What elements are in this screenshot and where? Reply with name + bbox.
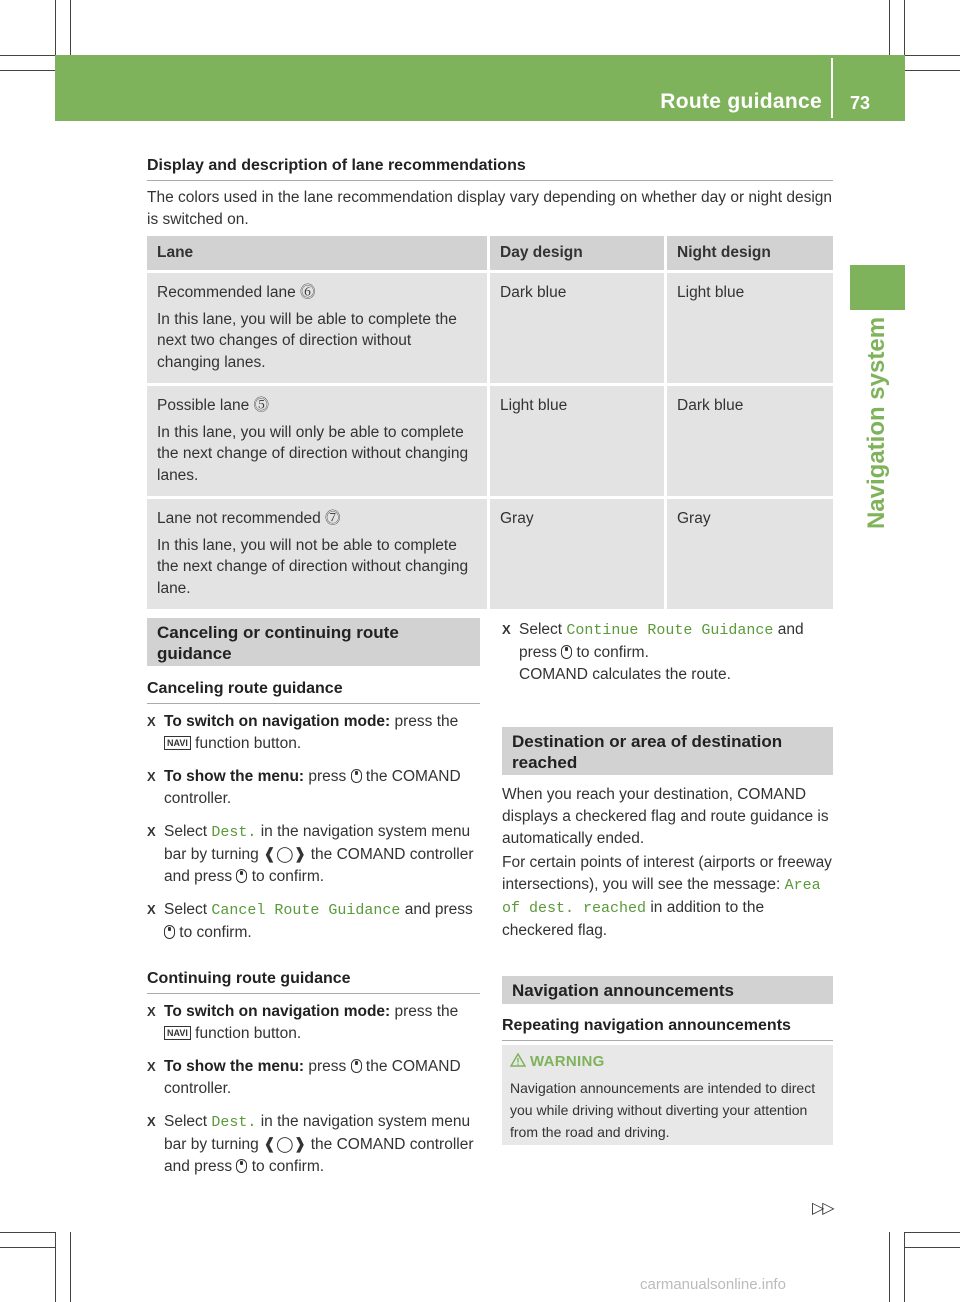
page-number: 73 xyxy=(850,93,871,113)
crop-mark xyxy=(0,1247,55,1248)
press-controller-icon xyxy=(351,1059,362,1073)
night-cell: Dark blue xyxy=(667,386,833,496)
warning-text: Navigation announcements are intended to direct you while driving without diverting your attention from the road and driving. xyxy=(510,1080,816,1140)
intro-text: The colors used in the lane recommendation display vary depending on whether day or night design is switched on. xyxy=(147,189,833,228)
section-title: Display and description of lane recommendations xyxy=(147,157,833,181)
chapter-label: Navigation system xyxy=(863,316,890,530)
destination-message-text: For certain points of interest (airports or freeway intersections), you will see the message: Area of dest. reached in addition to the checkered flag. xyxy=(502,854,832,939)
lane-cell: Possible lane ⓹ In this lane, you will only be able to complete the next change of direction without changing lanes. xyxy=(147,386,490,496)
crop-mark xyxy=(70,0,71,55)
cancel-steps xyxy=(147,711,483,955)
table-row xyxy=(147,386,833,496)
header-divider xyxy=(831,58,833,118)
page-title: Route guidance xyxy=(660,90,822,113)
crop-mark xyxy=(0,55,55,56)
destination-text: When you reach your destination, COMAND displays a checkered flag and route guidance is automatically ended. xyxy=(502,786,829,847)
list-item: X To show the menu: press the COMAND controller. xyxy=(147,768,461,807)
navi-key-icon: NAVI xyxy=(164,736,191,750)
destination-heading: Destination or area of destination reached xyxy=(502,727,833,775)
crop-mark xyxy=(904,1232,905,1302)
night-cell: Gray xyxy=(667,499,833,609)
crop-mark xyxy=(0,1232,55,1233)
crop-mark xyxy=(905,1247,960,1248)
press-controller-icon xyxy=(561,645,572,659)
press-controller-icon xyxy=(236,869,247,883)
list-item: X To show the menu: press the COMAND controller. xyxy=(147,1058,461,1097)
crop-mark xyxy=(905,1232,960,1233)
crop-mark xyxy=(0,70,55,71)
list-item: X Select Dest. in the navigation system menu bar by turning ❰◯❱ the COMAND controller and press to confirm. xyxy=(147,823,474,885)
list-item: X Select Dest. in the navigation system menu bar by turning ❰◯❱ the COMAND controller and press to confirm. xyxy=(147,1113,474,1175)
crop-mark xyxy=(905,55,960,56)
warning-icon xyxy=(510,1053,526,1067)
day-cell: Light blue xyxy=(490,386,667,496)
list-item: X Select Cancel Route Guidance and press to confirm. xyxy=(147,901,473,941)
col-header-lane: Lane xyxy=(147,236,490,270)
crop-mark xyxy=(889,0,890,55)
crop-mark xyxy=(70,1232,71,1302)
crop-mark xyxy=(904,0,905,55)
crop-mark xyxy=(55,0,56,55)
navi-key-icon: NAVI xyxy=(164,1026,191,1040)
table-row xyxy=(147,273,833,383)
lane-cell: Recommended lane ⓺ In this lane, you will be able to complete the next two changes of direction without changing lanes. xyxy=(147,273,490,383)
continue-mark: ▷▷ xyxy=(812,1200,833,1217)
watermark: carmanualsonline.info xyxy=(640,1276,786,1293)
announcements-heading: Navigation announcements xyxy=(502,976,833,1004)
col-header-night: Night design xyxy=(667,236,833,270)
list-item: X Select Continue Route Guidance and press to confirm. COMAND calculates the route. xyxy=(502,621,804,683)
press-controller-icon xyxy=(351,769,362,783)
cancel-heading: Canceling or continuing route guidance xyxy=(147,618,480,666)
day-cell: Dark blue xyxy=(490,273,667,383)
continue-subheading: Continuing route guidance xyxy=(147,970,480,994)
cancel-subheading: Canceling route guidance xyxy=(147,680,480,704)
crop-mark xyxy=(55,1232,56,1302)
announcements-subheading: Repeating navigation announcements xyxy=(502,1017,833,1041)
col-header-day: Day design xyxy=(490,236,667,270)
night-cell: Light blue xyxy=(667,273,833,383)
list-item: X To switch on navigation mode: press the NAVI function button. xyxy=(147,713,459,752)
chapter-tab xyxy=(850,265,905,310)
list-item: X To switch on navigation mode: press the NAVI function button. xyxy=(147,1003,459,1042)
crop-mark xyxy=(905,70,960,71)
lane-cell: Lane not recommended ⓻ In this lane, you will not be able to complete the next change of direction without changing lane. xyxy=(147,499,490,609)
day-cell: Gray xyxy=(490,499,667,609)
warning-title: WARNING xyxy=(510,1053,605,1070)
press-controller-icon xyxy=(236,1159,247,1173)
lane-table xyxy=(147,233,833,612)
press-controller-icon xyxy=(164,925,175,939)
crop-mark xyxy=(889,1232,890,1302)
table-row xyxy=(147,499,833,609)
continue-steps-cont xyxy=(502,619,835,697)
continue-steps xyxy=(147,1001,483,1189)
